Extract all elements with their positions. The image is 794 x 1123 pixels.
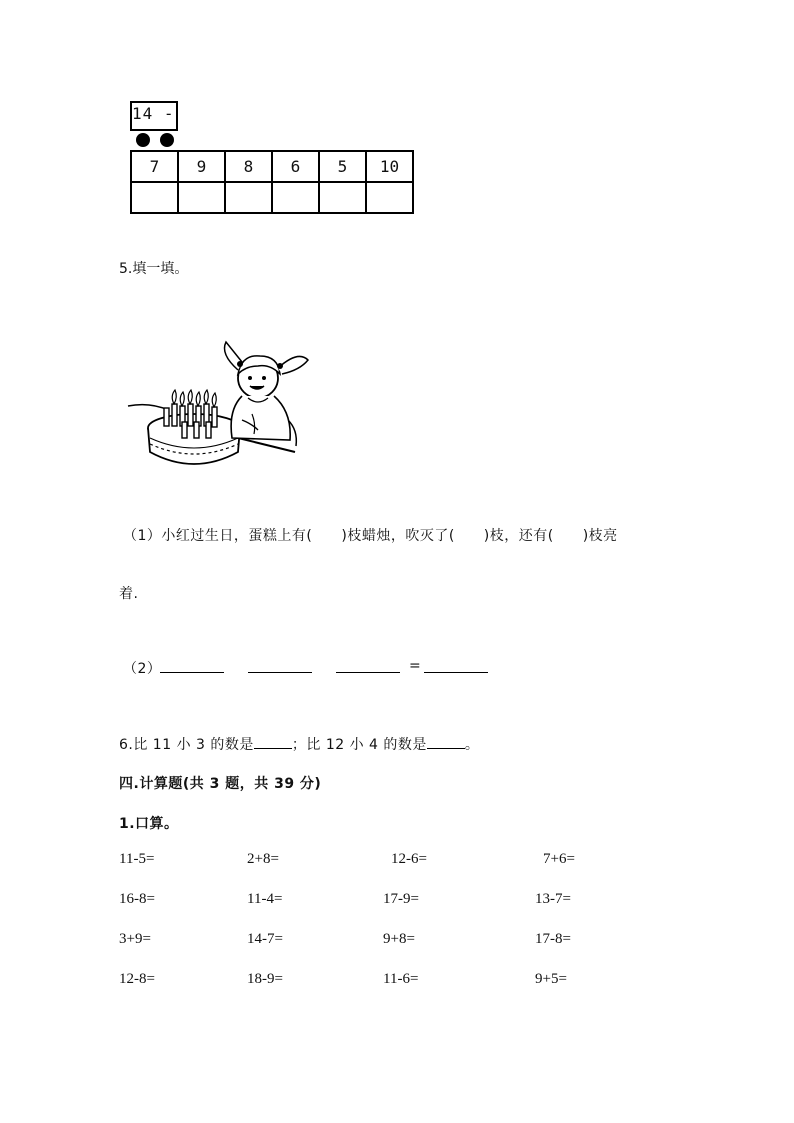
calc-item: 17-9=	[383, 891, 419, 907]
train-answer-cell[interactable]	[366, 182, 413, 213]
calc-item: 9+5=	[535, 971, 567, 987]
train-answer-cell[interactable]	[272, 182, 319, 213]
calc-item: 11-4=	[247, 891, 283, 907]
q5-part2-blank-1[interactable]	[160, 658, 224, 673]
q5-part2-blank-4[interactable]	[424, 658, 488, 673]
calc-item: 12-6=	[391, 851, 427, 867]
q6-part3: 。	[464, 737, 480, 753]
train-number-cell: 5	[319, 151, 366, 182]
q6-part1: 6.比 11 小 3 的数是	[119, 737, 254, 753]
q5-part2-blank-3[interactable]	[336, 658, 400, 673]
section-4-heading: 四.计算题(共 3 题，共 39 分)	[119, 776, 322, 792]
train-engine-label: 14 -	[132, 104, 175, 123]
q5-part2-blank-2[interactable]	[248, 658, 312, 673]
calc-item: 7+6=	[543, 851, 575, 867]
q6-blank-2[interactable]	[427, 734, 465, 749]
q5-title: 5.填一填。	[119, 261, 189, 277]
train-number-cell: 7	[131, 151, 178, 182]
train-number-row	[131, 151, 413, 182]
calc-item: 14-7=	[247, 931, 283, 947]
q5-part1-text-cont: 着.	[119, 586, 139, 602]
calc-item: 12-8=	[119, 971, 155, 987]
wheel-icon	[136, 133, 150, 147]
calc-item: 17-8=	[535, 931, 571, 947]
q5-part1-text: （1）小红过生日，蛋糕上有( )枝蜡烛，吹灭了( )枝，还有( )枝亮	[123, 528, 618, 544]
train-answer-row	[131, 182, 413, 213]
train-answer-cell[interactable]	[225, 182, 272, 213]
calc-item: 3+9=	[119, 931, 151, 947]
calc-item: 18-9=	[247, 971, 283, 987]
train-number-table	[130, 150, 414, 214]
wheel-icon	[160, 133, 174, 147]
calc-item: 16-8=	[119, 891, 155, 907]
calc-item: 11-6=	[383, 971, 419, 987]
train-number-cell: 8	[225, 151, 272, 182]
calc-item: 13-7=	[535, 891, 571, 907]
q5-part2-label: （2）	[123, 661, 162, 677]
calc-item: 11-5=	[119, 851, 155, 867]
calc-item: 2+8=	[247, 851, 279, 867]
q6-blank-1[interactable]	[254, 734, 292, 749]
train-number-cell: 9	[178, 151, 225, 182]
train-number-cell: 10	[366, 151, 413, 182]
train-answer-cell[interactable]	[319, 182, 366, 213]
birthday-girl-cake-illustration	[120, 334, 320, 484]
train-answer-cell[interactable]	[131, 182, 178, 213]
q6-line	[119, 734, 479, 754]
q5-part2-equals: =	[409, 658, 422, 674]
q6-part2: ；比 12 小 4 的数是	[291, 737, 427, 753]
calc-item: 9+8=	[383, 931, 415, 947]
section-4-q1-title: 1.口算。	[119, 816, 179, 832]
train-number-cell: 6	[272, 151, 319, 182]
train-answer-cell[interactable]	[178, 182, 225, 213]
